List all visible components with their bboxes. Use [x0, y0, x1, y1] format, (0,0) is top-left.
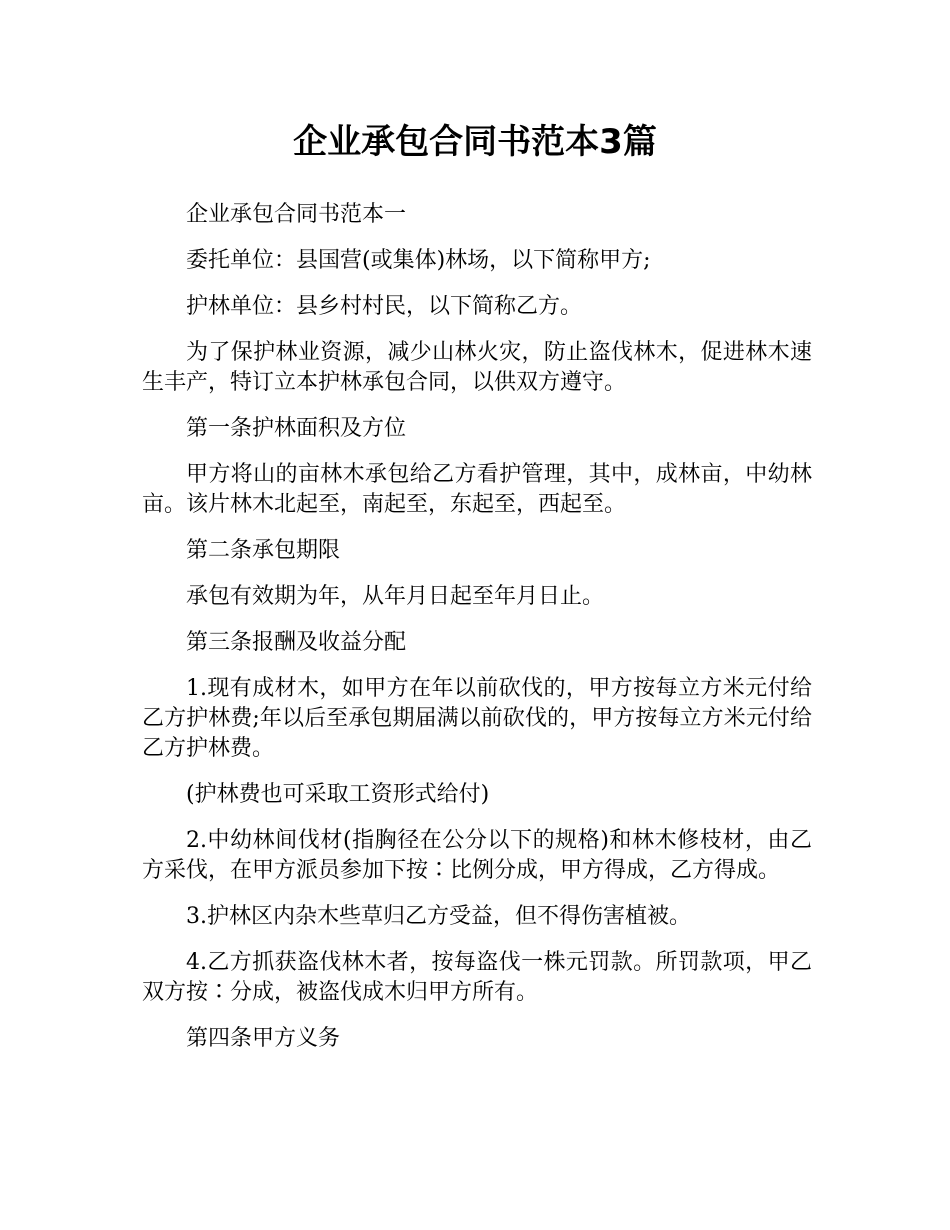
paragraph: 甲方将山的亩林木承包给乙方看护管理，其中，成林亩，中幼林亩。该片林木北起至，南起至，东起至，西起至。 [142, 462, 812, 517]
paragraph: 护林单位：县乡村村民，以下简称乙方。 [186, 294, 583, 319]
article-heading: 第二条承包期限 [186, 538, 341, 563]
paragraph: 2.中幼林间伐材(指胸径在公分以下的规格)和林木修枝材，由乙方采伐，在甲方派员参加下按∶比例分成，甲方得成，乙方得成。 [142, 828, 812, 883]
paragraph: 1.现有成材木，如甲方在年以前砍伐的，甲方按每立方米元付给乙方护林费;年以后至承包期届满以前砍伐的，甲方按每立方米元付给乙方护林费。 [142, 676, 812, 761]
paragraph: 为了保护林业资源，减少山林火灾，防止盗伐林木，促进林木速生丰产，特订立本护林承包合同，以供双方遵守。 [142, 340, 812, 395]
section-heading: 企业承包合同书范本一 [186, 202, 407, 227]
document-body [142, 200, 812, 1070]
article-heading: 第一条护林面积及方位 [186, 416, 407, 441]
article-heading: 第三条报酬及收益分配 [186, 630, 407, 655]
document-title: 企业承包合同书范本3篇 [293, 122, 657, 162]
paragraph: 承包有效期为年，从年月日起至年月日止。 [186, 584, 605, 609]
paragraph: 4.乙方抓获盗伐林木者，按每盗伐一株元罚款。所罚款项，甲乙双方按∶分成，被盗伐成木归甲方所有。 [142, 950, 812, 1005]
paragraph: 委托单位：县国营(或集体)林场，以下简称甲方; [186, 248, 651, 273]
paragraph: (护林费也可采取工资形式给付) [186, 782, 490, 807]
paragraph: 3.护林区内杂木些草归乙方受益，但不得伤害植被。 [186, 904, 691, 929]
article-heading: 第四条甲方义务 [186, 1026, 341, 1051]
